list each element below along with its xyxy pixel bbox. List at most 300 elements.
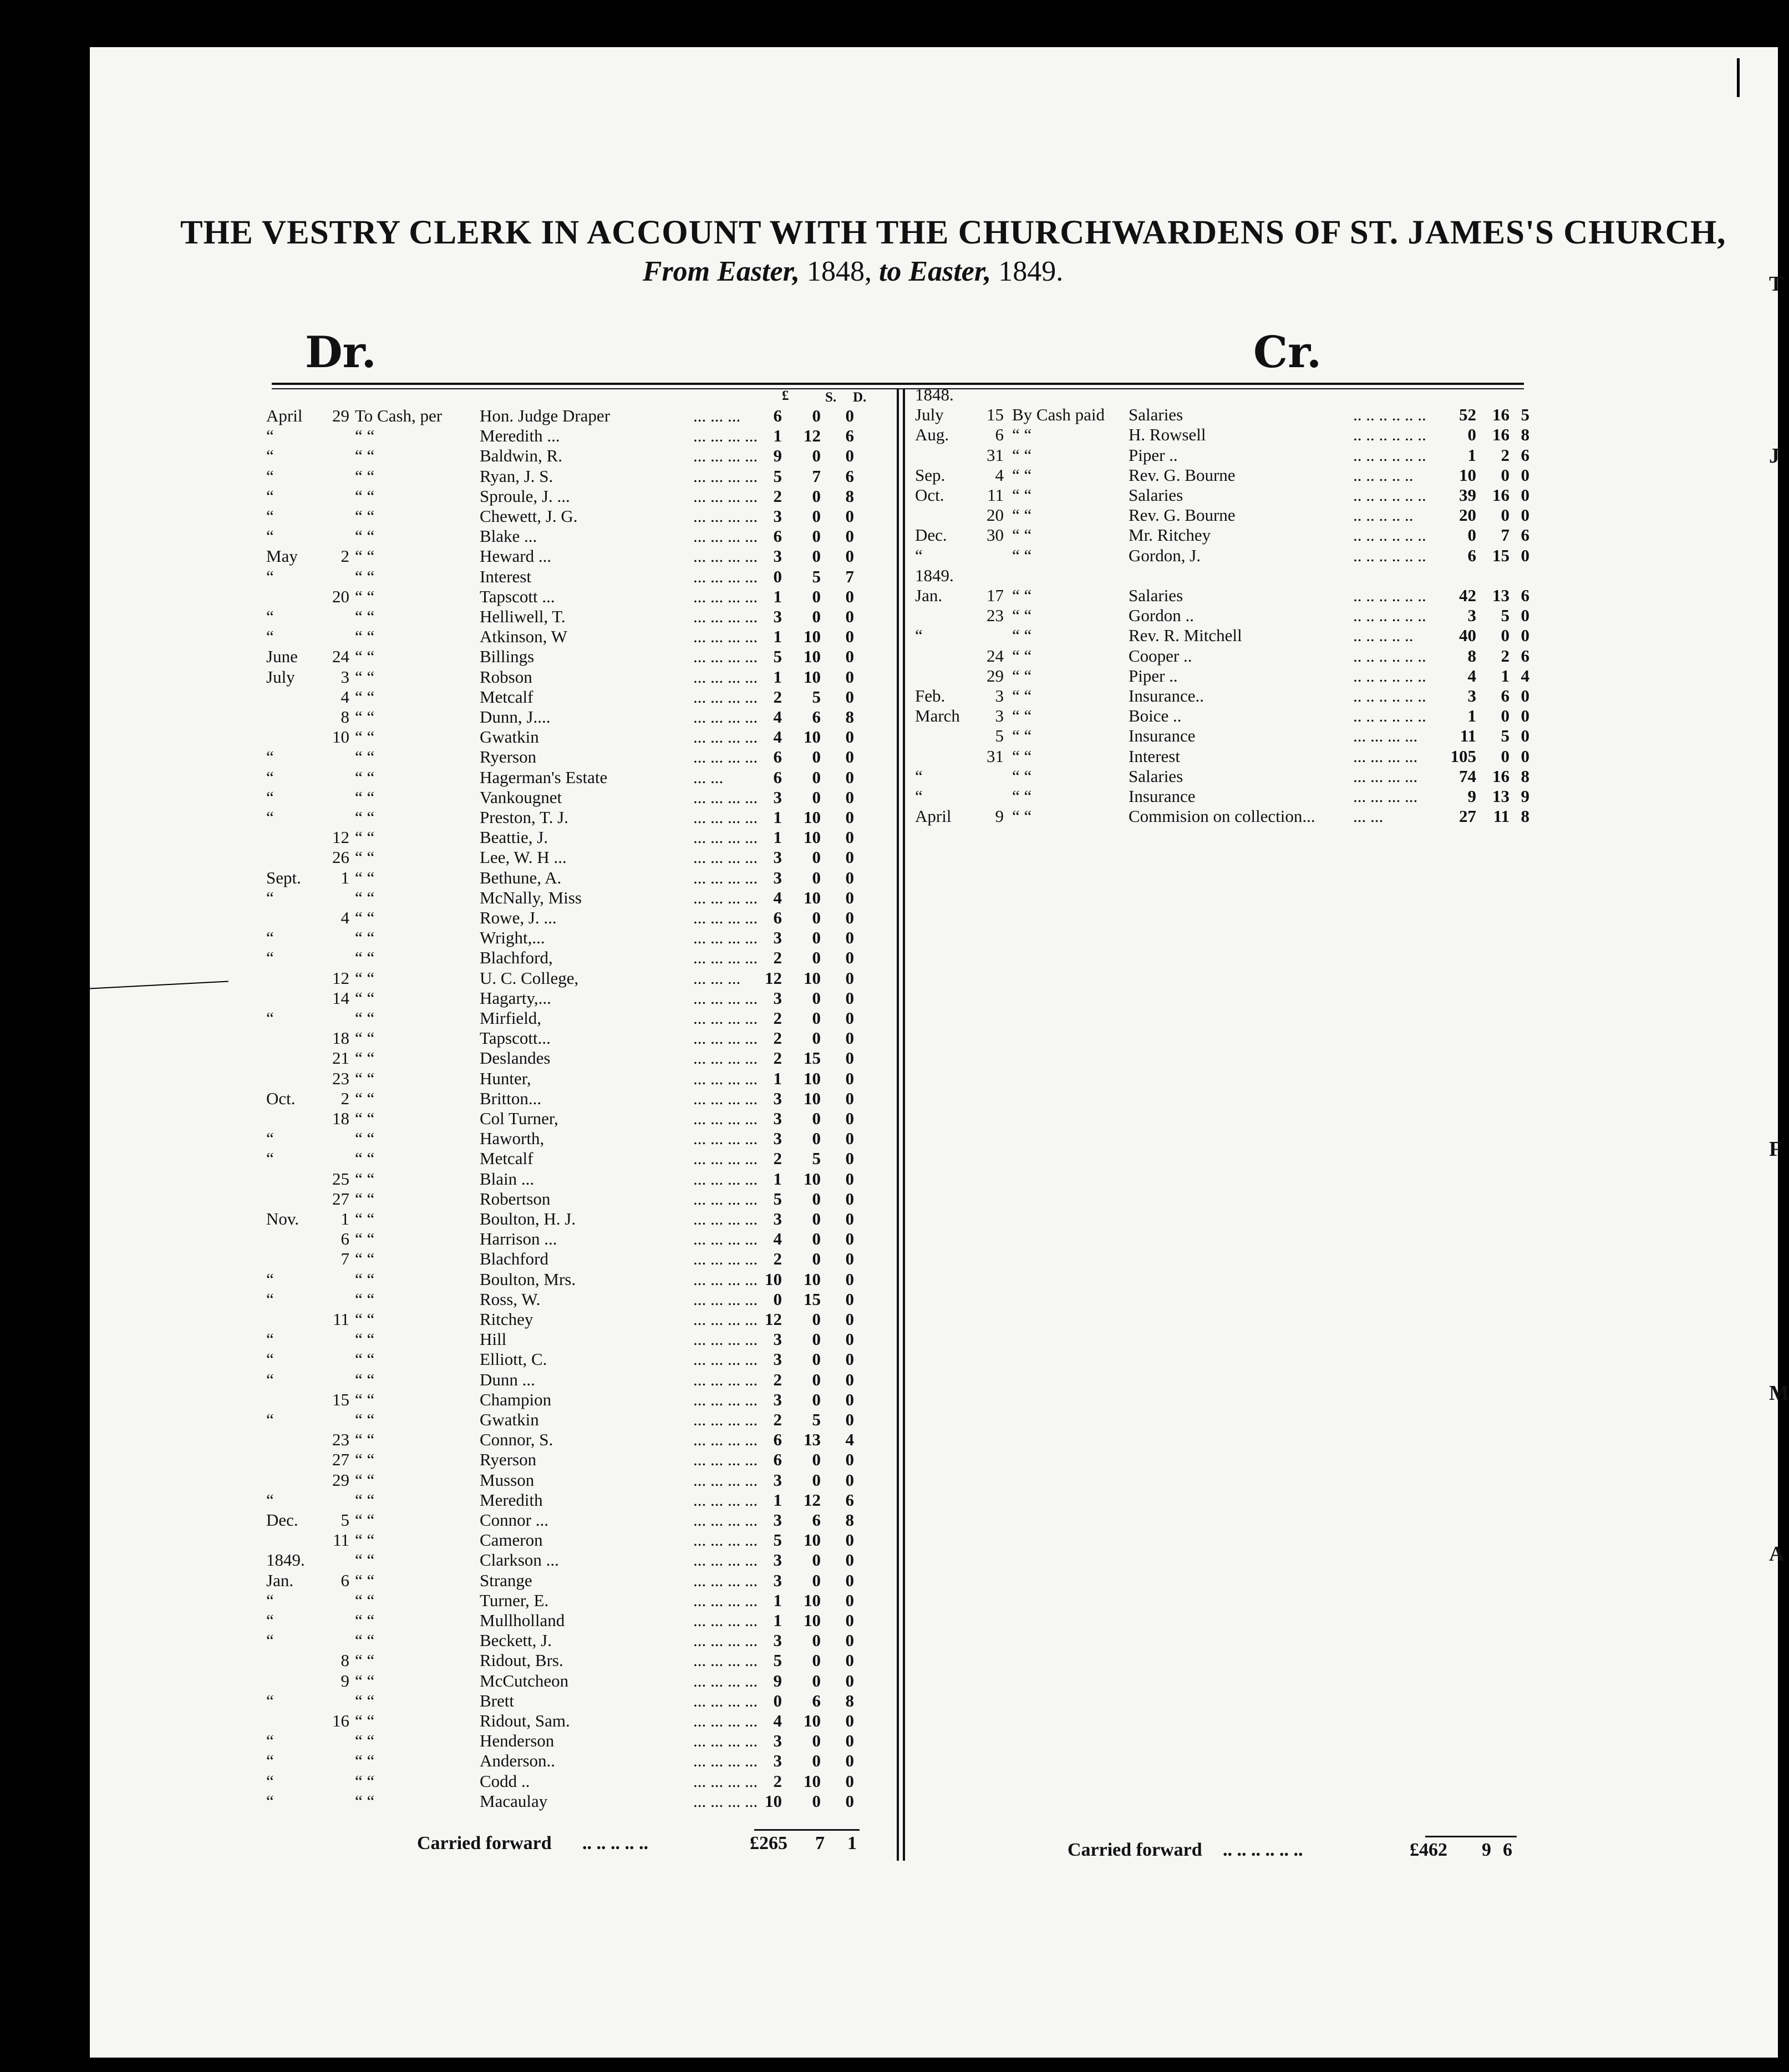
margin-rule <box>1737 58 1740 97</box>
entry-pounds: 40 <box>1459 626 1476 646</box>
entry-name: Interest <box>480 566 531 586</box>
subtitle-to: to Easter, <box>878 256 992 287</box>
entry-leader-dots: ... ... <box>693 767 724 787</box>
entry-pounds: 3 <box>773 1329 782 1349</box>
entry-month: “ <box>266 607 274 626</box>
entry-shillings: 0 <box>1501 746 1510 766</box>
entry-leader-dots: ... ... ... ... <box>1353 746 1418 766</box>
ledger-row <box>266 1672 887 1690</box>
entry-pounds: 10 <box>1459 465 1476 485</box>
entry-pounds: 2 <box>773 1008 782 1028</box>
entry-pence: 8 <box>1521 425 1529 445</box>
entry-pence: 0 <box>845 1389 854 1409</box>
entry-day: 24 <box>332 647 349 667</box>
entry-prefix: “ “ <box>355 887 375 907</box>
entry-shillings: 0 <box>812 847 821 867</box>
entry-pence: 6 <box>1521 646 1529 666</box>
entry-shillings: 0 <box>812 988 821 1008</box>
page-fold-line <box>90 981 228 989</box>
entry-prefix: “ “ <box>355 968 375 988</box>
entry-pence: 0 <box>845 887 854 907</box>
entry-prefix: “ “ <box>1012 545 1032 565</box>
entry-name: Mirfield, <box>480 1008 542 1028</box>
entry-shillings: 10 <box>804 1771 821 1791</box>
entry-prefix: “ “ <box>355 486 375 506</box>
entry-shillings: 0 <box>812 607 821 626</box>
entry-leader-dots: ... ... ... ... <box>693 607 758 626</box>
entry-day: 5 <box>340 1510 349 1530</box>
entry-leader-dots: ... ... ... ... <box>693 787 758 807</box>
entry-pounds: 3 <box>773 1088 782 1108</box>
entry-prefix: “ “ <box>1012 806 1032 826</box>
entry-name: Musson <box>480 1470 535 1490</box>
entry-pounds: 1 <box>773 1068 782 1088</box>
entry-leader-dots: ... ... ... ... <box>693 1670 758 1690</box>
entry-leader-dots: ... ... ... ... <box>693 1369 758 1389</box>
ledger-row <box>915 747 1531 766</box>
entry-name: Connor ... <box>480 1510 548 1530</box>
entry-month: “ <box>266 1410 274 1429</box>
entry-name: Anderson.. <box>480 1751 556 1771</box>
ledger-row <box>915 486 1531 505</box>
entry-pounds: 2 <box>773 1048 782 1068</box>
entry-leader-dots: ... ... ... ... <box>693 908 758 927</box>
ledger-row <box>266 1109 887 1128</box>
entry-leader-dots: ... ... ... ... <box>693 1711 758 1730</box>
entry-pounds: 0 <box>1467 425 1476 445</box>
entry-pounds: 39 <box>1459 485 1476 505</box>
entry-prefix: “ “ <box>1012 445 1032 465</box>
entry-pounds: 3 <box>773 1510 782 1530</box>
ledger-row <box>266 969 887 988</box>
entry-name: Tapscott ... <box>480 586 555 606</box>
entry-pounds: 1 <box>773 627 782 647</box>
ledger-row <box>266 1149 887 1168</box>
entry-prefix: “ “ <box>355 1670 375 1690</box>
entry-name: Dunn, J.... <box>480 707 551 727</box>
entry-leader-dots: ... ... ... ... <box>693 1631 758 1651</box>
entry-name: Beckett, J. <box>480 1631 552 1651</box>
entry-month: Jan. <box>266 1570 294 1590</box>
ledger-row <box>915 526 1531 545</box>
entry-prefix: “ “ <box>355 1008 375 1028</box>
ledger-row <box>266 1230 887 1248</box>
entry-name: Britton... <box>480 1088 542 1108</box>
entry-pounds: 3 <box>1467 686 1476 705</box>
ledger-row <box>266 507 887 526</box>
entry-shillings: 15 <box>804 1289 821 1309</box>
margin-letter: T <box>1769 272 1783 296</box>
entry-prefix: “ “ <box>1012 766 1032 786</box>
entry-name: Billings <box>480 647 535 667</box>
ledger-row <box>266 1491 887 1510</box>
ledger-row <box>266 1370 887 1389</box>
entry-shillings: 0 <box>812 1731 821 1751</box>
entry-name: Ryan, J. S. <box>480 466 553 486</box>
ledger-row <box>266 527 887 546</box>
debit-shillings-header: S. <box>825 390 837 405</box>
ledger-row <box>915 807 1531 826</box>
entry-pence: 0 <box>845 1008 854 1028</box>
entry-shillings: 0 <box>812 526 821 546</box>
entry-name: Hagerman's Estate <box>480 767 608 787</box>
ledger-row <box>266 1751 887 1770</box>
entry-shillings: 13 <box>804 1430 821 1450</box>
entry-shillings: 0 <box>812 1570 821 1590</box>
ledger-row <box>915 767 1531 786</box>
entry-name: Ridout, Sam. <box>480 1711 570 1730</box>
entry-pence: 6 <box>845 1490 854 1510</box>
ledger-row <box>266 1190 887 1208</box>
entry-shillings: 10 <box>804 887 821 907</box>
entry-pounds: 2 <box>773 687 782 707</box>
entry-day: 3 <box>995 706 1004 726</box>
entry-name: Salaries <box>1129 766 1183 786</box>
entry-leader-dots: ... ... ... ... <box>693 1149 758 1169</box>
entry-shillings: 0 <box>1501 706 1510 726</box>
entry-day: 29 <box>332 406 349 425</box>
ledger-row <box>266 1210 887 1228</box>
entry-name: Robertson <box>480 1189 551 1208</box>
entry-shillings: 0 <box>812 928 821 948</box>
entry-pence: 0 <box>1521 465 1529 485</box>
entry-leader-dots: ... ... ... ... <box>693 1791 758 1811</box>
entry-prefix: “ “ <box>355 1410 375 1429</box>
entry-pence: 0 <box>845 1209 854 1228</box>
entry-pence: 0 <box>845 1470 854 1490</box>
entry-month: “ <box>266 1490 274 1510</box>
entry-prefix: “ “ <box>355 747 375 767</box>
entry-pence: 0 <box>845 1410 854 1429</box>
ledger-row <box>915 687 1531 705</box>
entry-shillings: 0 <box>812 1670 821 1690</box>
ledger-row <box>266 989 887 1008</box>
entry-leader-dots: ... ... ... ... <box>693 1088 758 1108</box>
entry-shillings: 6 <box>812 1510 821 1530</box>
entry-pounds: 1 <box>773 667 782 687</box>
entry-leader-dots: ... ... ... ... <box>693 1570 758 1590</box>
entry-pence: 0 <box>845 847 854 867</box>
entry-name: Gordon .. <box>1129 606 1194 626</box>
entry-prefix: “ “ <box>355 1490 375 1510</box>
debit-carried-forward-dots: .. .. .. .. .. <box>582 1833 648 1853</box>
ledger-row <box>266 848 887 867</box>
entry-pence: 4 <box>1521 666 1529 685</box>
entry-leader-dots: .. .. .. .. .. .. <box>1353 666 1426 685</box>
entry-shillings: 16 <box>1492 425 1510 445</box>
entry-leader-dots: ... ... ... ... <box>693 988 758 1008</box>
entry-pence: 8 <box>845 1690 854 1710</box>
entry-prefix: By Cash paid <box>1012 405 1105 425</box>
entry-pence: 0 <box>845 687 854 707</box>
entry-prefix: “ “ <box>355 1068 375 1088</box>
ledger-row <box>266 1170 887 1189</box>
ledger-row <box>915 787 1531 806</box>
entry-shillings: 0 <box>812 1189 821 1208</box>
entry-pounds: 3 <box>773 546 782 566</box>
entry-prefix: “ “ <box>355 1631 375 1651</box>
entry-prefix: “ “ <box>355 1771 375 1791</box>
entry-prefix: “ “ <box>355 1470 375 1490</box>
entry-day: 23 <box>332 1068 349 1088</box>
entry-name: Wright,... <box>480 928 545 948</box>
entry-pounds: 3 <box>773 1631 782 1651</box>
entry-day: 6 <box>995 425 1004 445</box>
entry-shillings: 0 <box>812 1329 821 1349</box>
entry-month: July <box>266 667 295 687</box>
ledger-row <box>266 1591 887 1610</box>
entry-name: Rev. G. Bourne <box>1129 465 1236 485</box>
entry-leader-dots: ... ... ... ... <box>693 1289 758 1309</box>
debit-carried-shillings: 7 <box>815 1833 825 1853</box>
entry-prefix: “ “ <box>355 1570 375 1590</box>
entry-prefix: “ “ <box>355 586 375 606</box>
entry-day: 16 <box>332 1711 349 1730</box>
entry-month: Sept. <box>266 867 301 887</box>
entry-pounds: 6 <box>773 526 782 546</box>
entry-name: Ross, W. <box>480 1289 541 1309</box>
ledger-row <box>266 1330 887 1349</box>
entry-leader-dots: ... ... ... ... <box>693 586 758 606</box>
entry-prefix: “ “ <box>355 1510 375 1530</box>
entry-leader-dots: ... ... ... ... <box>693 1530 758 1550</box>
entry-shillings: 12 <box>804 426 821 446</box>
entry-prefix: “ “ <box>355 627 375 647</box>
entry-prefix: “ “ <box>355 1389 375 1409</box>
entry-leader-dots: ... ... ... ... <box>693 1028 758 1048</box>
entry-month: Oct. <box>915 485 944 505</box>
entry-shillings: 7 <box>812 466 821 486</box>
entry-pounds: 2 <box>773 1369 782 1389</box>
entry-month: “ <box>266 1369 274 1389</box>
entry-leader-dots: ... ... ... ... <box>693 687 758 707</box>
ledger-row <box>266 1290 887 1309</box>
entry-pounds: 3 <box>773 1349 782 1369</box>
entry-leader-dots: ... ... ... ... <box>693 1269 758 1289</box>
entry-prefix: To Cash, per <box>355 406 443 425</box>
entry-shillings: 2 <box>1501 445 1510 465</box>
entry-name: Boice .. <box>1129 706 1182 726</box>
entry-leader-dots: ... ... ... ... <box>693 526 758 546</box>
entry-month: “ <box>266 526 274 546</box>
ledger-row <box>266 908 887 927</box>
entry-name: Cameron <box>480 1530 543 1550</box>
entry-pence: 0 <box>845 1329 854 1349</box>
entry-shillings: 0 <box>1501 505 1510 525</box>
entry-leader-dots: ... ... ... ... <box>693 727 758 747</box>
entry-pence: 8 <box>845 1510 854 1530</box>
entry-pence: 0 <box>845 1169 854 1189</box>
entry-pounds: 12 <box>765 1309 782 1329</box>
entry-prefix: “ “ <box>355 988 375 1008</box>
entry-pounds: 4 <box>773 1229 782 1249</box>
entry-leader-dots: ... ... ... ... <box>693 1169 758 1189</box>
entry-name: Hagarty,... <box>480 988 551 1008</box>
ledger-row <box>266 1511 887 1530</box>
entry-shillings: 0 <box>812 1751 821 1771</box>
entry-name: H. Rowsell <box>1129 425 1206 445</box>
ledger-row <box>266 948 887 967</box>
entry-pence: 0 <box>845 1068 854 1088</box>
entry-leader-dots: ... ... ... ... <box>693 1249 758 1269</box>
entry-pounds: 1 <box>773 1490 782 1510</box>
entry-pounds: 3 <box>773 1751 782 1771</box>
entry-name: Insurance <box>1129 726 1196 746</box>
entry-prefix: “ “ <box>355 1349 375 1369</box>
ledger-row <box>266 607 887 626</box>
entry-pounds: 8 <box>1467 646 1476 666</box>
entry-shillings: 0 <box>812 1349 821 1369</box>
entry-day: 2 <box>340 546 349 566</box>
entry-name: Mullholland <box>480 1611 565 1630</box>
entry-month: “ <box>266 426 274 446</box>
ledger-row <box>266 728 887 746</box>
entry-name: Hon. Judge Draper <box>480 406 611 425</box>
debit-carried-pence: 1 <box>847 1833 857 1853</box>
entry-pence: 8 <box>845 486 854 506</box>
subtitle-from: From Easter, <box>642 256 800 287</box>
entry-pounds: 3 <box>773 847 782 867</box>
entry-pounds: 0 <box>1467 525 1476 545</box>
entry-pounds: 12 <box>765 968 782 988</box>
column-divider-right <box>903 388 905 1861</box>
entry-month: “ <box>266 1791 274 1811</box>
page-title: THE VESTRY CLERK IN ACCOUNT WITH THE CHURCHWARDENS OF ST. JAMES'S CHURCH, <box>180 214 1726 251</box>
entry-pence: 0 <box>845 1651 854 1670</box>
entry-leader-dots: .. .. .. .. .. .. <box>1353 425 1426 445</box>
entry-name: Lee, W. H ... <box>480 847 567 867</box>
entry-leader-dots: ... ... ... ... <box>693 747 758 767</box>
entry-month: Aug. <box>915 425 949 445</box>
entry-pence: 0 <box>845 1711 854 1730</box>
entry-prefix: “ “ <box>355 466 375 486</box>
entry-pence: 0 <box>1521 545 1529 565</box>
entry-pence: 0 <box>1521 626 1529 646</box>
entry-pence: 0 <box>845 1289 854 1309</box>
entry-name: Hunter, <box>480 1068 531 1088</box>
entry-day: 1 <box>340 1209 349 1228</box>
entry-pounds: 2 <box>773 1028 782 1048</box>
entry-pence: 0 <box>1521 746 1529 766</box>
entry-day: 25 <box>332 1169 349 1189</box>
entry-leader-dots: ... ... ... ... <box>693 1430 758 1450</box>
entry-shillings: 10 <box>804 1611 821 1630</box>
entry-prefix: “ “ <box>1012 586 1032 605</box>
ledger-row <box>266 808 887 827</box>
entry-month: “ <box>266 767 274 787</box>
entry-month: “ <box>266 1269 274 1289</box>
entry-prefix: “ “ <box>355 908 375 927</box>
entry-leader-dots: ... ... ... ... <box>693 1731 758 1751</box>
entry-prefix: “ “ <box>355 687 375 707</box>
margin-letter: F <box>1769 1137 1782 1161</box>
entry-day: 23 <box>987 606 1004 626</box>
entry-name: Dunn ... <box>480 1369 535 1389</box>
ledger-row <box>266 467 887 486</box>
entry-pence: 0 <box>845 727 854 747</box>
entry-name: Codd .. <box>480 1771 530 1791</box>
entry-name: Henderson <box>480 1731 555 1751</box>
ledger-row <box>266 647 887 666</box>
ledger-row <box>266 407 887 425</box>
entry-name: Clarkson ... <box>480 1550 559 1570</box>
entry-prefix: “ “ <box>355 1229 375 1249</box>
entry-leader-dots: ... ... ... ... <box>693 546 758 566</box>
entry-pence: 0 <box>845 1670 854 1690</box>
entry-shillings: 0 <box>812 1369 821 1389</box>
ledger-row <box>915 425 1531 444</box>
entry-leader-dots: ... ... ... ... <box>693 1209 758 1228</box>
entry-pounds: 3 <box>773 1209 782 1228</box>
entry-pence: 0 <box>845 1450 854 1470</box>
entry-prefix: “ “ <box>355 1329 375 1349</box>
entry-pence: 0 <box>845 1731 854 1751</box>
entry-prefix: “ “ <box>1012 525 1032 545</box>
entry-prefix: “ “ <box>1012 505 1032 525</box>
ledger-row <box>266 869 887 887</box>
entry-prefix: “ “ <box>1012 465 1032 485</box>
ledger-row <box>915 446 1531 465</box>
entry-shillings: 0 <box>812 586 821 606</box>
entry-month: “ <box>266 1590 274 1610</box>
entry-prefix: “ “ <box>355 1690 375 1710</box>
margin-letter: J <box>1769 444 1780 468</box>
entry-shillings: 0 <box>812 546 821 566</box>
entry-prefix: “ “ <box>355 1550 375 1570</box>
entry-month: “ <box>266 506 274 526</box>
entry-leader-dots: .. .. .. .. .. <box>1353 505 1414 525</box>
entry-month: Nov. <box>266 1209 299 1228</box>
entry-name: Heward ... <box>480 546 552 566</box>
entry-shillings: 2 <box>1501 646 1510 666</box>
entry-leader-dots: .. .. .. .. .. .. <box>1353 706 1426 726</box>
entry-pounds: 1 <box>773 827 782 847</box>
entry-name: Meredith <box>480 1490 543 1510</box>
debit-total-rule <box>754 1829 860 1831</box>
entry-leader-dots: ... ... ... ... <box>693 566 758 586</box>
entry-pounds: 2 <box>773 1249 782 1269</box>
debit-heading: Dr. <box>305 327 377 378</box>
entry-day: 29 <box>987 666 1004 685</box>
entry-name: Col Turner, <box>480 1109 558 1128</box>
entry-day: 20 <box>332 586 349 606</box>
entry-day: 27 <box>332 1189 349 1208</box>
entry-shillings: 10 <box>804 1590 821 1610</box>
entry-pence: 0 <box>845 767 854 787</box>
entry-pounds: 5 <box>773 1530 782 1550</box>
entry-pence: 0 <box>845 1369 854 1389</box>
entry-shillings: 0 <box>812 867 821 887</box>
entry-month: “ <box>915 626 923 646</box>
entry-leader-dots: .. .. .. .. .. <box>1353 465 1414 485</box>
ledger-row <box>915 405 1531 424</box>
entry-pence: 0 <box>845 1189 854 1208</box>
entry-shillings: 10 <box>804 1068 821 1088</box>
entry-prefix: “ “ <box>355 1309 375 1329</box>
entry-day: 23 <box>332 1430 349 1450</box>
entry-day: 17 <box>987 586 1004 605</box>
entry-leader-dots: ... ... <box>1353 806 1384 826</box>
entry-pounds: 0 <box>773 566 782 586</box>
entry-pounds: 10 <box>765 1269 782 1289</box>
entry-leader-dots: ... ... ... ... <box>693 506 758 526</box>
entry-pounds: 1 <box>773 586 782 606</box>
entry-shillings: 13 <box>1492 786 1510 806</box>
entry-pence: 0 <box>845 1109 854 1128</box>
entry-pounds: 11 <box>1460 726 1476 746</box>
entry-shillings: 0 <box>812 1129 821 1149</box>
entry-name: Macaulay <box>480 1791 548 1811</box>
